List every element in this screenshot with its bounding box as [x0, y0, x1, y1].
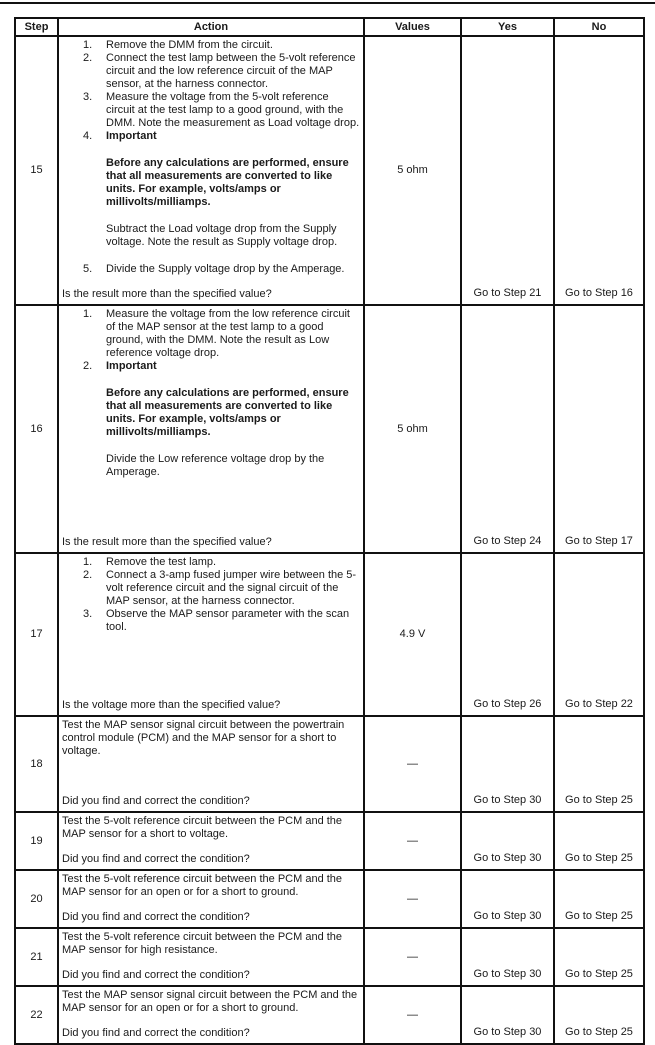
yes-text: Go to Step 30	[473, 910, 542, 922]
action-question: Is the result more than the specified value?	[62, 288, 272, 300]
step-cell	[16, 813, 57, 869]
value-text: —	[407, 757, 418, 770]
table-row	[16, 927, 643, 985]
yes-text: Go to Step 30	[473, 1026, 542, 1038]
table-row	[16, 552, 643, 715]
yes-text: Go to Step 26	[473, 698, 542, 710]
action-item-number: 1.	[83, 308, 93, 320]
yes-cell	[460, 37, 553, 304]
action-item	[62, 263, 360, 276]
action-item-number: 2.	[83, 569, 93, 581]
action-item-number: 4.	[83, 130, 93, 142]
action-item-number: 3.	[83, 91, 93, 103]
action-paragraph: Test the 5-volt reference circuit between the PCM and the MAP sensor for high resistance.	[62, 931, 343, 956]
values-cell	[363, 871, 460, 927]
action-item-number: 2.	[83, 52, 93, 64]
action-cell	[57, 717, 363, 811]
action-item-text: Remove the test lamp.	[106, 556, 217, 568]
step-number: 16	[30, 422, 43, 435]
action-paragraph: Test the MAP sensor signal circuit between the powertrain control module (PCM) and the MAP sensor for a short to voltage.	[62, 719, 345, 757]
action-paragraph: Before any calculations are performed, ensure that all measurements are converted to like units. For example, volts/amps or millivolts/milliamps.	[106, 157, 349, 208]
action-item-number: 1.	[83, 39, 93, 51]
values-cell	[363, 929, 460, 985]
action-item-text: Connect the test lamp between the 5-volt reference circuit and the low reference circuit of the MAP sensor, at the harness connector.	[106, 52, 356, 90]
action-cell	[57, 554, 363, 715]
yes-cell	[460, 929, 553, 985]
action-question: Did you find and correct the condition?	[62, 969, 250, 981]
action-item	[62, 556, 360, 569]
no-text: Go to Step 25	[565, 1026, 633, 1038]
no-text: Go to Step 25	[565, 968, 633, 980]
action-cell	[57, 306, 363, 552]
no-cell	[553, 813, 643, 869]
value-text: —	[407, 892, 418, 905]
step-cell	[16, 554, 57, 715]
no-cell	[553, 554, 643, 715]
values-cell	[363, 306, 460, 552]
value-text: 5 ohm	[397, 422, 428, 435]
table-row	[16, 715, 643, 811]
action-item-text: Connect a 3-amp fused jumper wire between the 5-volt reference circuit and the signal circuit of the MAP sensor, at the harness connector.	[106, 569, 357, 607]
values-cell	[363, 987, 460, 1043]
no-cell	[553, 987, 643, 1043]
action-item	[62, 39, 360, 52]
yes-cell	[460, 554, 553, 715]
action-paragraph: Before any calculations are performed, ensure that all measurements are converted to like units. For example, volts/amps or millivolts/milliamps.	[106, 387, 349, 438]
step-number: 18	[30, 757, 43, 770]
page-top-rule	[0, 2, 655, 4]
action-cell	[57, 987, 363, 1043]
values-cell	[363, 813, 460, 869]
action-item	[62, 52, 360, 91]
table-row	[16, 985, 643, 1043]
values-cell	[363, 554, 460, 715]
no-cell	[553, 929, 643, 985]
action-item-number: 3.	[83, 608, 93, 620]
action-question: Did you find and correct the condition?	[62, 853, 250, 865]
yes-cell	[460, 987, 553, 1043]
yes-cell	[460, 717, 553, 811]
yes-text: Go to Step 30	[473, 968, 542, 980]
action-item	[62, 130, 360, 143]
table-row	[16, 35, 643, 304]
no-cell	[553, 306, 643, 552]
column-header-action: Action	[57, 19, 363, 35]
step-number: 17	[30, 628, 43, 640]
action-paragraph: Test the MAP sensor signal circuit between the PCM and the MAP sensor for an open or for a short to ground.	[62, 989, 358, 1014]
action-item-text: Important	[106, 130, 157, 142]
step-number: 22	[30, 1008, 43, 1021]
table-row	[16, 811, 643, 869]
diagnostic-table	[14, 17, 645, 1045]
table-row	[16, 304, 643, 552]
action-item	[62, 308, 360, 360]
value-text: —	[407, 834, 418, 847]
action-paragraph: Test the 5-volt reference circuit between the PCM and the MAP sensor for a short to voltage.	[62, 815, 343, 840]
values-cell	[363, 717, 460, 811]
table-body	[16, 35, 643, 1043]
yes-cell	[460, 813, 553, 869]
step-cell	[16, 717, 57, 811]
action-cell	[57, 813, 363, 869]
no-text: Go to Step 22	[565, 698, 633, 710]
action-paragraph: Subtract the Load voltage drop from the Supply voltage. Note the result as Supply voltage drop.	[106, 223, 338, 248]
no-text: Go to Step 25	[565, 910, 633, 922]
table-header-row	[16, 19, 643, 35]
step-number: 19	[30, 834, 43, 847]
action-question: Did you find and correct the condition?	[62, 911, 250, 923]
action-item-number: 5.	[83, 263, 93, 275]
value-text: 4.9 V	[399, 628, 426, 640]
no-cell	[553, 871, 643, 927]
column-header-no: No	[553, 19, 643, 35]
column-header-yes: Yes	[460, 19, 553, 35]
yes-cell	[460, 871, 553, 927]
action-paragraph: Test the 5-volt reference circuit between the PCM and the MAP sensor for an open or for a short to ground.	[62, 873, 343, 898]
yes-text: Go to Step 30	[473, 794, 542, 806]
action-question: Is the voltage more than the specified value?	[62, 699, 281, 711]
step-cell	[16, 929, 57, 985]
value-text: —	[407, 1008, 418, 1021]
step-cell	[16, 37, 57, 304]
values-cell	[363, 37, 460, 304]
no-text: Go to Step 17	[565, 535, 633, 547]
action-cell	[57, 929, 363, 985]
yes-text: Go to Step 30	[473, 852, 542, 864]
no-cell	[553, 717, 643, 811]
yes-text: Go to Step 24	[473, 535, 542, 547]
action-item	[62, 569, 360, 608]
step-cell	[16, 871, 57, 927]
column-header-values: Values	[363, 19, 460, 35]
step-number: 21	[30, 950, 43, 963]
action-item	[62, 608, 360, 634]
action-cell	[57, 37, 363, 304]
step-number: 20	[30, 892, 43, 905]
yes-text: Go to Step 21	[473, 287, 542, 299]
no-text: Go to Step 25	[565, 794, 633, 806]
action-item	[62, 360, 360, 373]
action-item-number: 2.	[83, 360, 93, 372]
value-text: 5 ohm	[397, 164, 428, 176]
action-question: Is the result more than the specified value?	[62, 536, 272, 548]
action-item-text: Measure the voltage from the low reference circuit of the MAP sensor at the test lamp to a good ground, with the DMM. Note the result as Low reference voltage drop.	[106, 308, 350, 359]
action-item	[62, 91, 360, 130]
no-text: Go to Step 25	[565, 852, 633, 864]
action-item-text: Observe the MAP sensor parameter with the scan tool.	[106, 608, 350, 633]
action-item-text: Important	[106, 360, 157, 372]
table-row	[16, 869, 643, 927]
value-text: —	[407, 950, 418, 963]
action-item-text: Measure the voltage from the 5-volt reference circuit at the test lamp to a good ground, with the DMM. Note the measurement as Load voltage drop.	[106, 91, 360, 129]
column-header-step: Step	[24, 21, 49, 33]
yes-cell	[460, 306, 553, 552]
step-cell	[16, 306, 57, 552]
action-item-number: 1.	[83, 556, 93, 568]
action-question: Did you find and correct the condition?	[62, 1027, 250, 1039]
no-cell	[553, 37, 643, 304]
action-cell	[57, 871, 363, 927]
action-paragraph: Divide the Low reference voltage drop by the Amperage.	[106, 453, 325, 478]
action-item-text: Divide the Supply voltage drop by the Amperage.	[106, 263, 345, 275]
no-text: Go to Step 16	[565, 287, 633, 299]
step-number: 15	[30, 164, 43, 176]
action-item-text: Remove the DMM from the circuit.	[106, 39, 273, 51]
action-question: Did you find and correct the condition?	[62, 795, 250, 807]
step-cell	[16, 987, 57, 1043]
